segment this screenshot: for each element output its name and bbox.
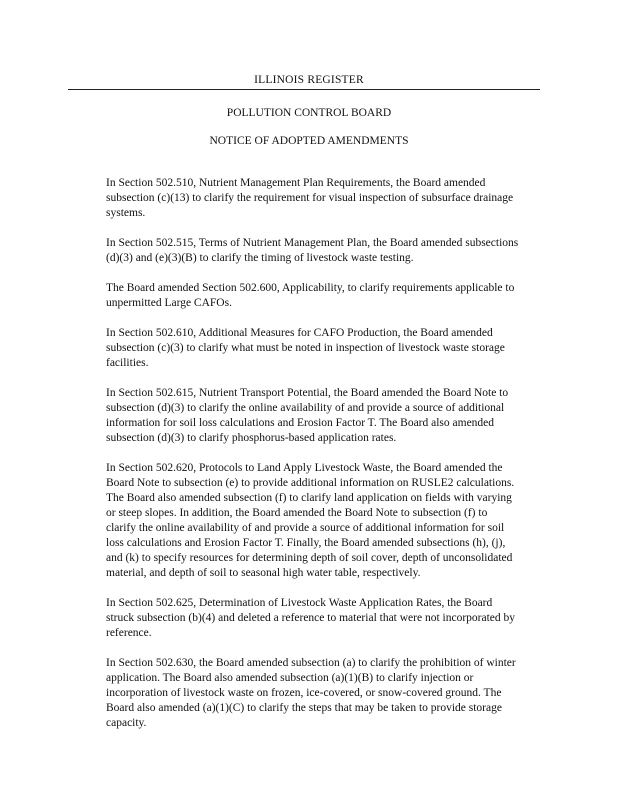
paragraph-502-515: In Section 502.515, Terms of Nutrient Management Plan, the Board amended subsections (d)(3) and (e)(3)(B) to clarify the timing of livestock waste testing. [106, 237, 519, 264]
paragraph-502-625: In Section 502.625, Determination of Livestock Waste Application Rates, the Board struck subsection (b)(4) and deleted a reference to material that were not incorporated by reference. [106, 597, 516, 639]
paragraph-502-615: In Section 502.615, Nutrient Transport Potential, the Board amended the Board Note to subsection (d)(3) to clarify the online availability of and provide a source of additional information for soil loss calculations and Erosion Factor T. The Board also amended subsection (d)(3) to clarify phosphorus-based application rates. [106, 387, 509, 444]
paragraph-502-610: In Section 502.610, Additional Measures for CAFO Production, the Board amended subsection (c)(3) to clarify what must be noted in inspection of livestock waste storage facilities. [106, 327, 505, 369]
header-rule [68, 89, 540, 90]
register-title: ILLINOIS REGISTER [254, 74, 364, 86]
paragraph-502-630: In Section 502.630, the Board amended subsection (a) to clarify the prohibition of winter application. The Board also amended subsection (a)(1)(B) to clarify injection or incorporation of livestock waste on frozen, ice-covered, or snow-covered ground. The Board also amended (a)(1)(C) to clarify the steps that may be taken to provide storage capacity. [106, 657, 516, 729]
notice-title: NOTICE OF ADOPTED AMENDMENTS [209, 135, 409, 147]
paragraph-502-600: The Board amended Section 502.600, Applicability, to clarify requirements applicable to unpermitted Large CAFOs. [106, 282, 515, 309]
paragraph-502-510: In Section 502.510, Nutrient Management Plan Requirements, the Board amended subsection (c)(13) to clarify the requirement for visual inspection of subsurface drainage systems. [106, 177, 514, 219]
notice-body [106, 176, 540, 746]
paragraph-502-620: In Section 502.620, Protocols to Land Apply Livestock Waste, the Board amended the Board Note to subsection (e) to provide additional information on RUSLE2 calculations. The Board also amended subsection (f) to clarify land application on fields with varying or steep slopes. In addition, the Board amended the Board Note to subsection (f) to clarify the online availability of and provide a source of additional information for soil loss calculations and Erosion Factor T. Finally, the Board amended subsections (h), (j), and (k) to specify resources for determining depth of soil cover, depth of unconsolidated material, and depth of soil to seasonal high water table, respectively. [106, 462, 515, 579]
board-name: POLLUTION CONTROL BOARD [226, 107, 392, 119]
